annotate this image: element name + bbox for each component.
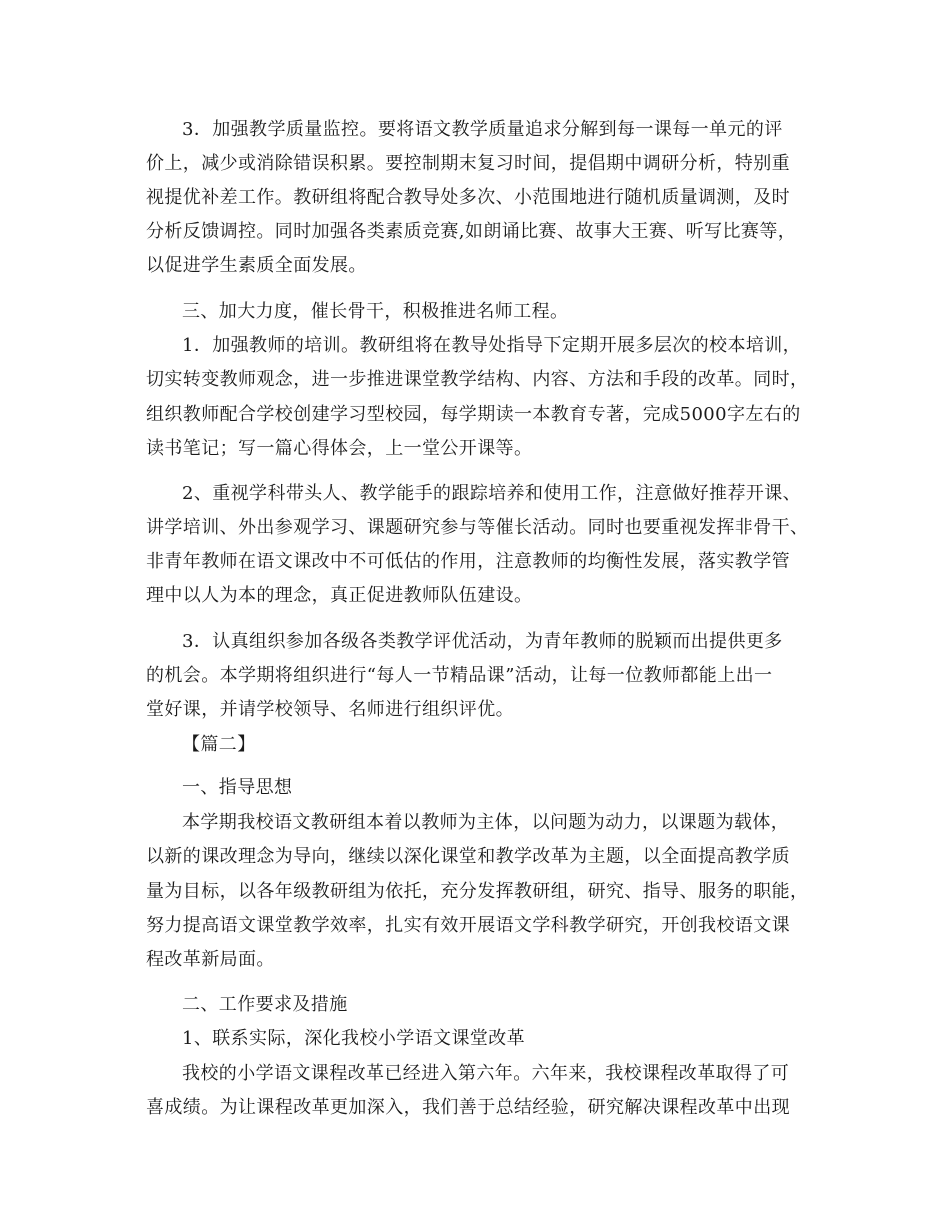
text-line: 讲学培训、外出参观学习、课题研究参与等催长活动。同时也要重视发挥非骨干、: [146, 517, 809, 538]
subsection-heading: 1、联系实际，深化我校小学语文课堂改革: [182, 1028, 526, 1049]
text-line: 组织教师配合学校创建学习型校园，每学期读一本教育专著，完成5000字左右的: [146, 404, 801, 425]
text-line: 2、重视学科带头人、教学能手的跟踪培养和使用工作，注意做好推荐开课、: [182, 483, 802, 504]
text-line: 非青年教师在语文课改中不可低估的作用，注意教师的均衡性发展，落实教学管: [146, 551, 790, 572]
text-line: 价上，减少或消除错误积累。要控制期末复习时间，提倡期中调研分析，特别重: [146, 153, 790, 174]
text-line: 3．加强教学质量监控。要将语文教学质量追求分解到每一课每一单元的评: [182, 119, 783, 140]
text-line: 的机会。本学期将组织进行“每人一节精品课”活动，让每一位教师都能上出一: [146, 665, 773, 686]
section-heading: 二、工作要求及措施: [182, 994, 348, 1015]
text-line: 理中以人为本的理念，真正促进教师队伍建设。: [146, 585, 533, 606]
text-line: 努力提高语文课堂教学效率，扎实有效开展语文学科教学研究，开创我校语文课: [146, 915, 790, 936]
text-line: 分析反馈调控。同时加强各类素质竞赛,如朗诵比赛、故事大王赛、听写比赛等，: [146, 221, 797, 242]
text-line: 以新的课改理念为导向，继续以深化课堂和教学改革为主题，以全面提高教学质: [146, 846, 790, 867]
text-line: 以促进学生素质全面发展。: [146, 255, 367, 276]
text-line: 读书笔记；写一篇心得体会，上一堂公开课等。: [146, 438, 533, 459]
text-line: 切实转变教师观念，进一步推进课堂教学结构、内容、方法和手段的改革。同时，: [146, 369, 809, 390]
text-line: 本学期我校语文教研组本着以教师为主体，以问题为动力，以课题为载体，: [182, 812, 790, 833]
text-line: 3．认真组织参加各级各类教学评优活动，为青年教师的脱颖而出提供更多: [182, 631, 783, 652]
section-heading: 三、加大力度，催长骨干，积极推进名师工程。: [182, 301, 569, 322]
text-line: 1．加强教师的培训。教研组将在教导处指导下定期开展多层次的校本培训，: [182, 335, 802, 356]
text-line: 程改革新局面。: [146, 949, 275, 970]
text-line: 量为目标，以各年级教研组为依托，充分发挥教研组，研究、指导、服务的职能，: [146, 881, 809, 902]
chapter-marker: 【篇二】: [182, 734, 256, 755]
text-line: 喜成绩。为让课程改革更加深入，我们善于总结经验，研究解决课程改革中出现: [146, 1097, 790, 1118]
section-heading: 一、指导思想: [182, 777, 293, 798]
text-line: 堂好课，并请学校领导、名师进行组织评优。: [146, 699, 514, 720]
text-line: 视提优补差工作。教研组将配合教导处多次、小范围地进行随机质量调测，及时: [146, 187, 790, 208]
text-line: 我校的小学语文课程改革已经进入第六年。六年来，我校课程改革取得了可: [182, 1063, 790, 1084]
